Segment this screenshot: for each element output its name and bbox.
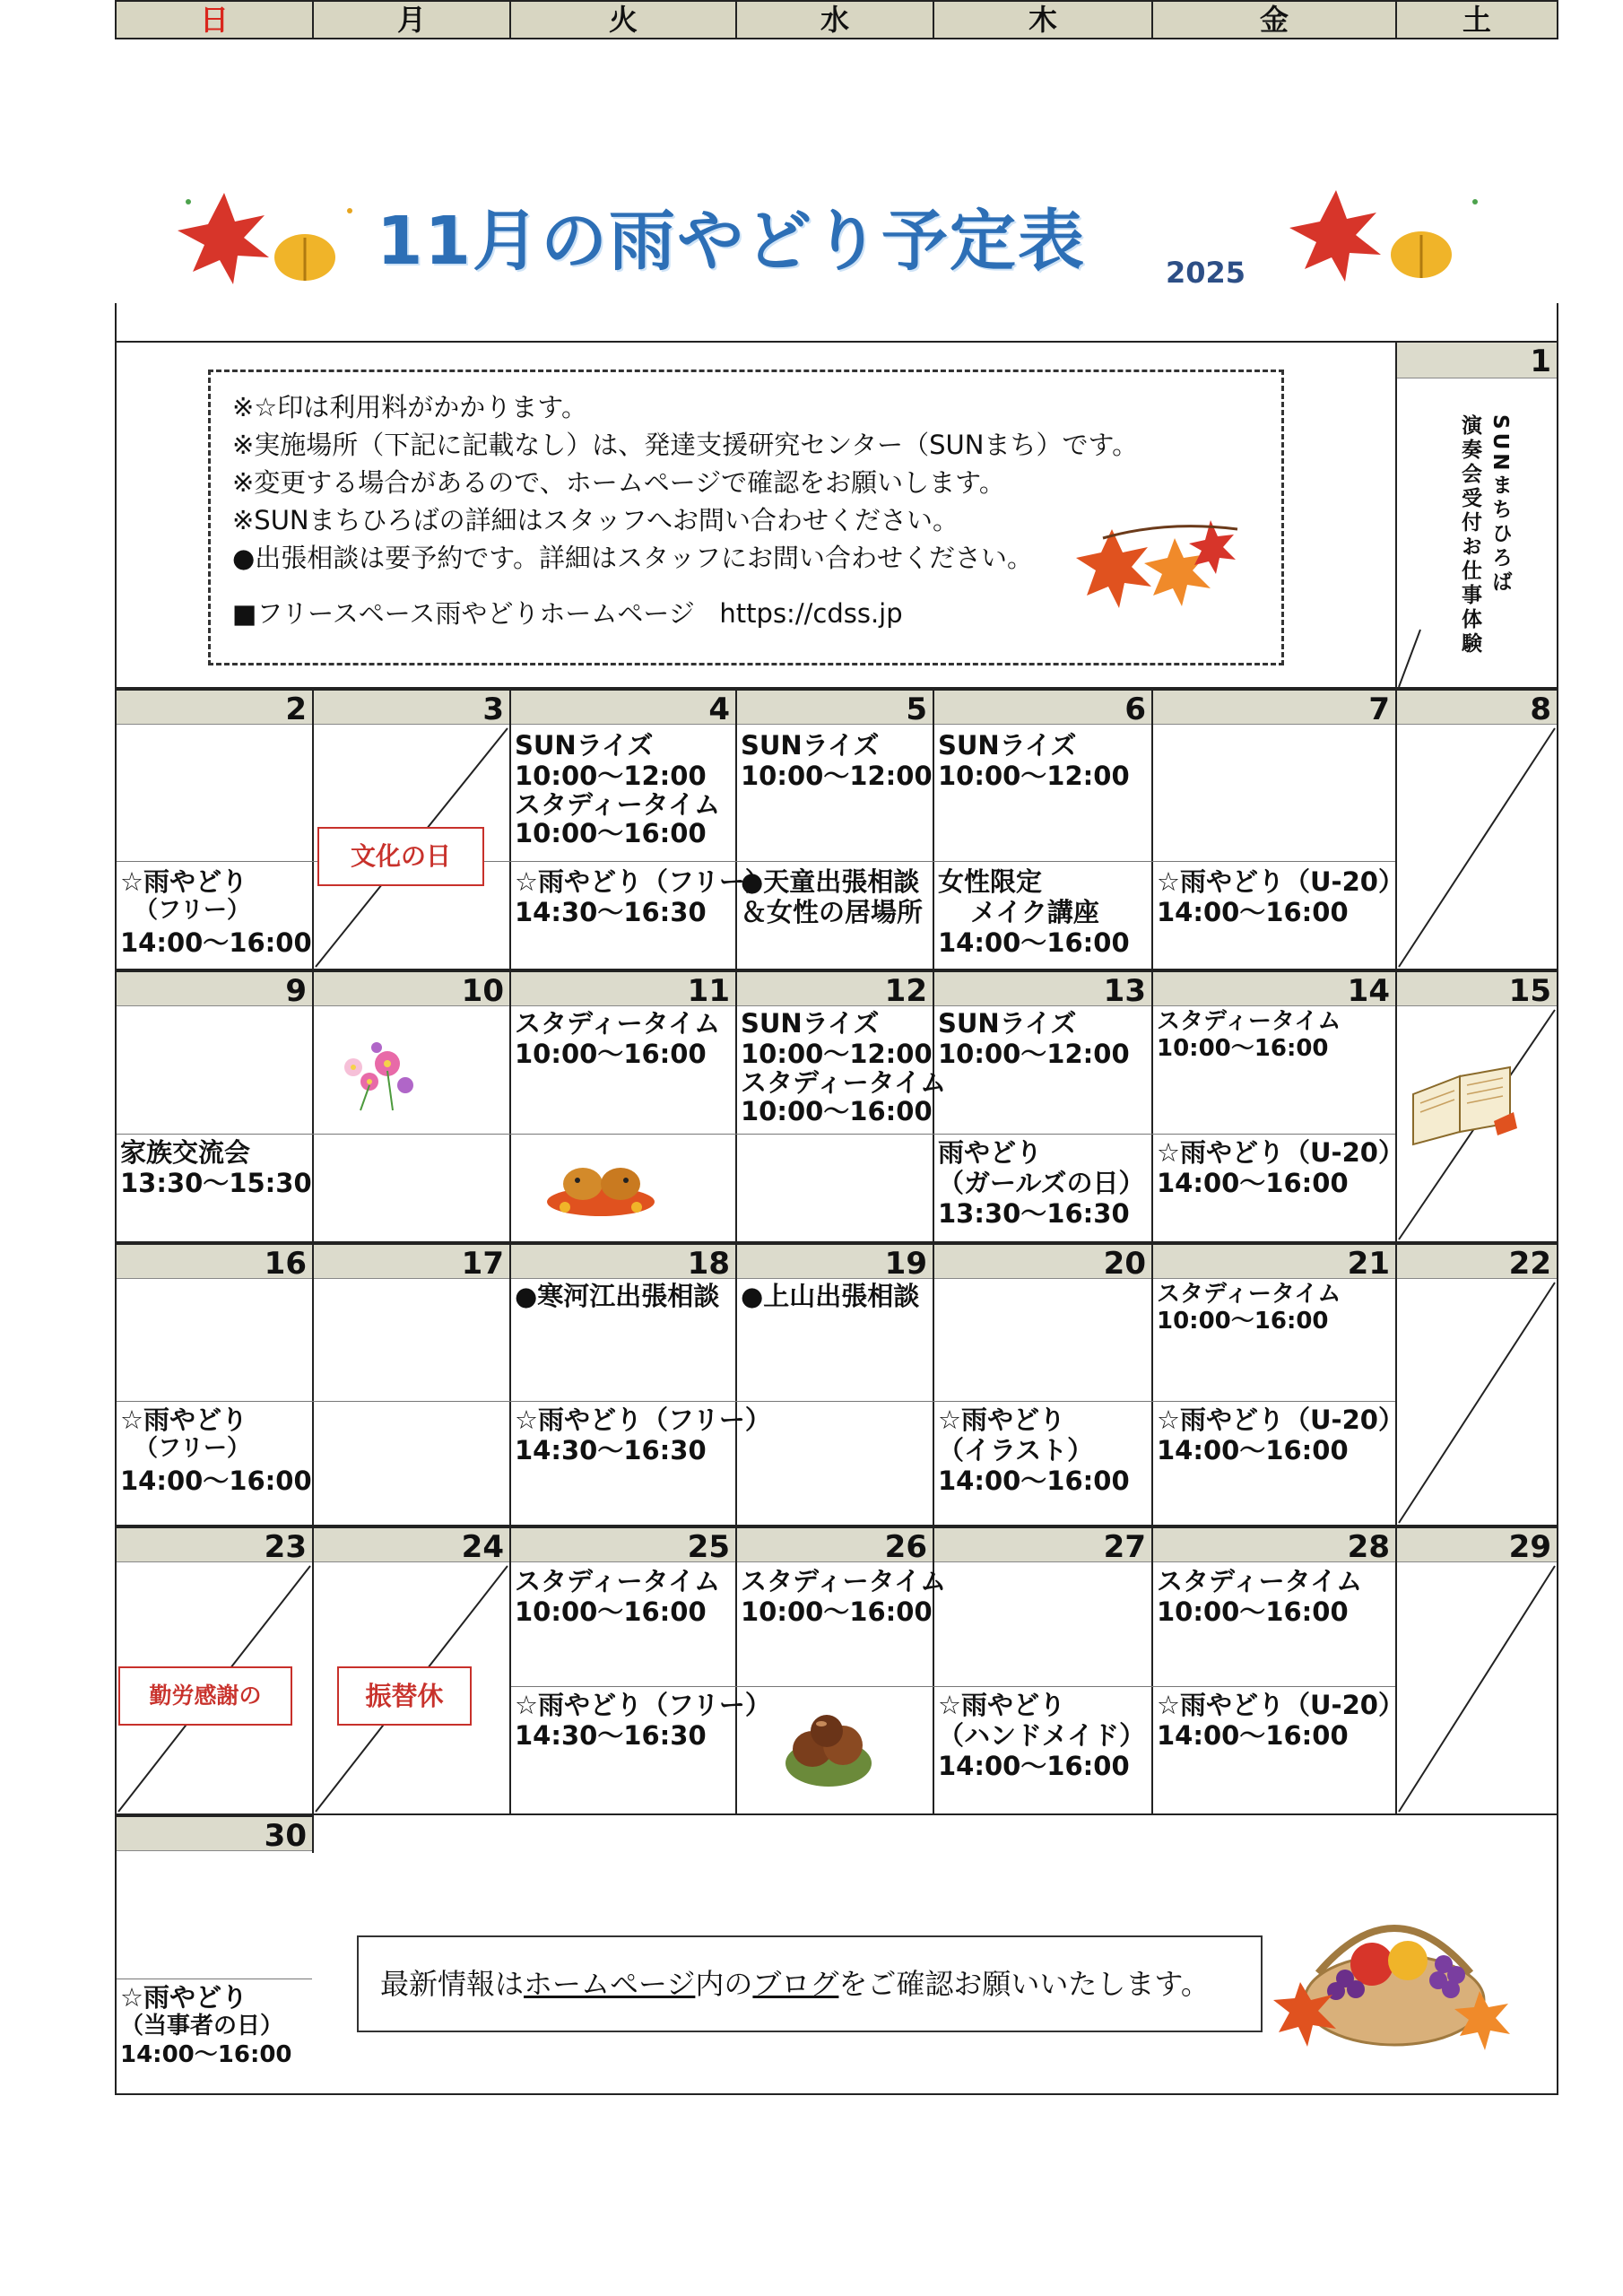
notice-line-3: ※変更する場合があるので、ホームページで確認をお願いします。 bbox=[232, 467, 1005, 498]
event-7-line2: 14:00～16:00 bbox=[1157, 897, 1349, 927]
date-9: 9 bbox=[117, 970, 312, 1006]
weekday-fri: 金 bbox=[1151, 0, 1397, 39]
event-9-time: 13:30～15:30 bbox=[120, 1168, 312, 1198]
event-21-line1: スタディータイム bbox=[1157, 1281, 1341, 1308]
weekday-sun: 日 bbox=[115, 0, 314, 39]
event-30-time: 14:00～16:00 bbox=[120, 2041, 292, 2068]
event-18-line1: ●寒河江出張相談 bbox=[515, 1281, 720, 1311]
event-11-line1: スタディータイム bbox=[515, 1008, 721, 1039]
event-19-line1: ●上山出張相談 bbox=[741, 1281, 920, 1311]
year-label: 2025 bbox=[1166, 256, 1246, 290]
event-4-line6: 14:30～16:30 bbox=[515, 897, 707, 927]
date-19: 19 bbox=[737, 1243, 933, 1279]
date-29: 29 bbox=[1397, 1526, 1557, 1562]
event-27-line3: 14:00～16:00 bbox=[938, 1751, 1130, 1781]
date-12: 12 bbox=[737, 970, 933, 1006]
chestnut-icon bbox=[771, 1704, 888, 1794]
event-14-line4: 14:00～16:00 bbox=[1157, 1168, 1349, 1198]
event-28-line4: 14:00～16:00 bbox=[1157, 1720, 1349, 1751]
weekday-mon: 月 bbox=[312, 0, 511, 39]
holiday-label-3: 文化の日 bbox=[317, 827, 484, 886]
event-6-line4: メイク講座 bbox=[970, 897, 1099, 927]
day1-event-title: SUNまちひろば bbox=[1488, 414, 1512, 596]
event-28-line3: ☆雨やどり（U-20） bbox=[1157, 1690, 1404, 1720]
date-1: 1 bbox=[1397, 343, 1557, 378]
event-13-line4: （ガールズの日） bbox=[938, 1168, 1145, 1198]
weekday-wed: 水 bbox=[735, 0, 934, 39]
event-21-line3: ☆雨やどり（U-20） bbox=[1157, 1405, 1404, 1435]
date-15: 15 bbox=[1397, 970, 1557, 1006]
date-23: 23 bbox=[117, 1526, 312, 1562]
date-26: 26 bbox=[737, 1526, 933, 1562]
event-20-line3: 14:00～16:00 bbox=[938, 1465, 1130, 1496]
holiday-label-24: 振替休 bbox=[337, 1666, 472, 1726]
event-14-line2: 10:00～16:00 bbox=[1157, 1035, 1329, 1062]
event-2-title: ☆雨やどり bbox=[120, 866, 247, 897]
footer-link-homepage[interactable]: ホームページ bbox=[524, 1967, 696, 2001]
event-18-line3: 14:30～16:30 bbox=[515, 1435, 707, 1465]
event-21-line4: 14:00～16:00 bbox=[1157, 1435, 1349, 1465]
weekday-sat: 土 bbox=[1395, 0, 1558, 39]
event-16-note: （フリー） bbox=[135, 1435, 250, 1462]
event-26-line1: スタディータイム bbox=[741, 1566, 947, 1596]
event-20-line2: （イラスト） bbox=[938, 1435, 1094, 1465]
event-4-line3: スタディータイム bbox=[515, 789, 721, 820]
date-11: 11 bbox=[511, 970, 735, 1006]
page-title: 11月の雨やどり予定表 bbox=[377, 203, 1086, 280]
date-14: 14 bbox=[1153, 970, 1395, 1006]
event-6-line2: 10:00～12:00 bbox=[938, 761, 1130, 791]
holiday-label-23: 勤労感謝の bbox=[118, 1666, 292, 1726]
date-22: 22 bbox=[1397, 1243, 1557, 1279]
event-28-line1: スタディータイム bbox=[1157, 1566, 1363, 1596]
event-6-line1: SUNライズ bbox=[938, 730, 1077, 761]
event-11-line2: 10:00～16:00 bbox=[515, 1039, 707, 1069]
notice-line-4: ※SUNまちひろばの詳細はスタッフへお問い合わせください。 bbox=[232, 505, 959, 535]
event-20-line1: ☆雨やどり bbox=[938, 1405, 1065, 1435]
date-17: 17 bbox=[314, 1243, 509, 1279]
date-5: 5 bbox=[737, 689, 933, 725]
homepage-label: ■フリースペース雨やどりホームページ bbox=[232, 598, 695, 629]
date-24: 24 bbox=[314, 1526, 509, 1562]
date-8: 8 bbox=[1397, 689, 1557, 725]
event-25-line1: スタディータイム bbox=[515, 1566, 721, 1596]
event-12-line4: 10:00～16:00 bbox=[741, 1096, 933, 1126]
event-5-line2: 10:00～12:00 bbox=[741, 761, 933, 791]
event-4-line5: ☆雨やどり（フリー） bbox=[515, 866, 771, 897]
footer-text-mid: 内の bbox=[695, 1967, 753, 2001]
cosmos-flower-icon bbox=[334, 1031, 432, 1112]
event-12-line2: 10:00～12:00 bbox=[741, 1039, 933, 1069]
event-16-title: ☆雨やどり bbox=[120, 1405, 247, 1435]
date-4: 4 bbox=[511, 689, 735, 725]
date-30: 30 bbox=[117, 1815, 312, 1851]
date-13: 13 bbox=[934, 970, 1151, 1006]
weekday-tue: 火 bbox=[509, 0, 737, 39]
date-20: 20 bbox=[934, 1243, 1151, 1279]
open-book-icon bbox=[1404, 1058, 1521, 1148]
date-10: 10 bbox=[314, 970, 509, 1006]
event-4-line2: 10:00～12:00 bbox=[515, 761, 707, 791]
maple-leaf-icon bbox=[170, 184, 368, 291]
event-25-line4: 14:30～16:30 bbox=[515, 1720, 707, 1751]
date-27: 27 bbox=[934, 1526, 1151, 1562]
date-6: 6 bbox=[934, 689, 1151, 725]
event-18-line2: ☆雨やどり（フリー） bbox=[515, 1405, 771, 1435]
event-26-line2: 10:00～16:00 bbox=[741, 1596, 933, 1627]
squirrel-icon bbox=[538, 1148, 664, 1220]
event-30-title: ☆雨やどり bbox=[120, 1982, 247, 2013]
homepage-url[interactable]: https://cdss.jp bbox=[719, 598, 903, 629]
footer-text-pre: 最新情報は bbox=[380, 1967, 525, 2001]
event-5-line4: ＆女性の居場所 bbox=[741, 897, 924, 927]
event-4-line1: SUNライズ bbox=[515, 730, 654, 761]
event-6-line3: 女性限定 bbox=[938, 866, 1043, 897]
notice-line-2: ※実施場所（下記に記載なし）は、発達支援研究センター（SUNまち）です。 bbox=[232, 430, 1139, 460]
date-2: 2 bbox=[117, 689, 312, 725]
date-28: 28 bbox=[1153, 1526, 1395, 1562]
event-14-line1: スタディータイム bbox=[1157, 1008, 1341, 1035]
event-13-line2: 10:00～12:00 bbox=[938, 1039, 1130, 1069]
event-13-line3: 雨やどり bbox=[938, 1137, 1043, 1168]
event-2-time: 14:00～16:00 bbox=[120, 927, 312, 958]
event-2-note: （フリー） bbox=[135, 897, 250, 924]
date-16: 16 bbox=[117, 1243, 312, 1279]
event-5-line3: ●天童出張相談 bbox=[741, 866, 920, 897]
footer-text-post: をご確認お願いいたします。 bbox=[838, 1967, 1210, 2001]
date-25: 25 bbox=[511, 1526, 735, 1562]
event-5-line1: SUNライズ bbox=[741, 730, 880, 761]
date-7: 7 bbox=[1153, 689, 1395, 725]
event-21-line2: 10:00～16:00 bbox=[1157, 1308, 1329, 1335]
date-21: 21 bbox=[1153, 1243, 1395, 1279]
event-27-line1: ☆雨やどり bbox=[938, 1690, 1065, 1720]
footer-link-blog[interactable]: ブログ bbox=[752, 1967, 839, 2001]
event-27-line2: （ハンドメイド） bbox=[938, 1720, 1146, 1751]
notice-line-5: ●出張相談は要予約です。詳細はスタッフにお問い合わせください。 bbox=[232, 543, 1033, 573]
event-14-line3: ☆雨やどり（U-20） bbox=[1157, 1137, 1404, 1168]
maple-leaf-icon bbox=[1273, 179, 1488, 287]
maple-leaf-icon bbox=[1076, 511, 1246, 619]
footer-notice bbox=[357, 1935, 1263, 2032]
event-13-line1: SUNライズ bbox=[938, 1008, 1077, 1039]
date-18: 18 bbox=[511, 1243, 735, 1279]
weekday-thu: 木 bbox=[933, 0, 1153, 39]
event-6-line5: 14:00～16:00 bbox=[938, 927, 1130, 958]
event-25-line2: 10:00～16:00 bbox=[515, 1596, 707, 1627]
notice-line-1: ※☆印は利用料がかかります。 bbox=[232, 392, 587, 422]
event-12-line1: SUNライズ bbox=[741, 1008, 880, 1039]
event-28-line2: 10:00～16:00 bbox=[1157, 1596, 1349, 1627]
day1-event-detail: 演奏会受付お仕事体験 bbox=[1458, 414, 1481, 657]
event-4-line4: 10:00～16:00 bbox=[515, 818, 707, 848]
event-9-title: 家族交流会 bbox=[120, 1137, 251, 1168]
event-12-line3: スタディータイム bbox=[741, 1067, 947, 1098]
fruit-basket-icon bbox=[1273, 1874, 1515, 2054]
event-30-note: （当事者の日） bbox=[120, 2013, 284, 2039]
event-25-line3: ☆雨やどり（フリー） bbox=[515, 1690, 771, 1720]
event-13-line5: 13:30～16:30 bbox=[938, 1198, 1130, 1229]
event-7-line1: ☆雨やどり（U-20） bbox=[1157, 866, 1404, 897]
date-3: 3 bbox=[314, 689, 509, 725]
event-16-time: 14:00～16:00 bbox=[120, 1465, 312, 1496]
